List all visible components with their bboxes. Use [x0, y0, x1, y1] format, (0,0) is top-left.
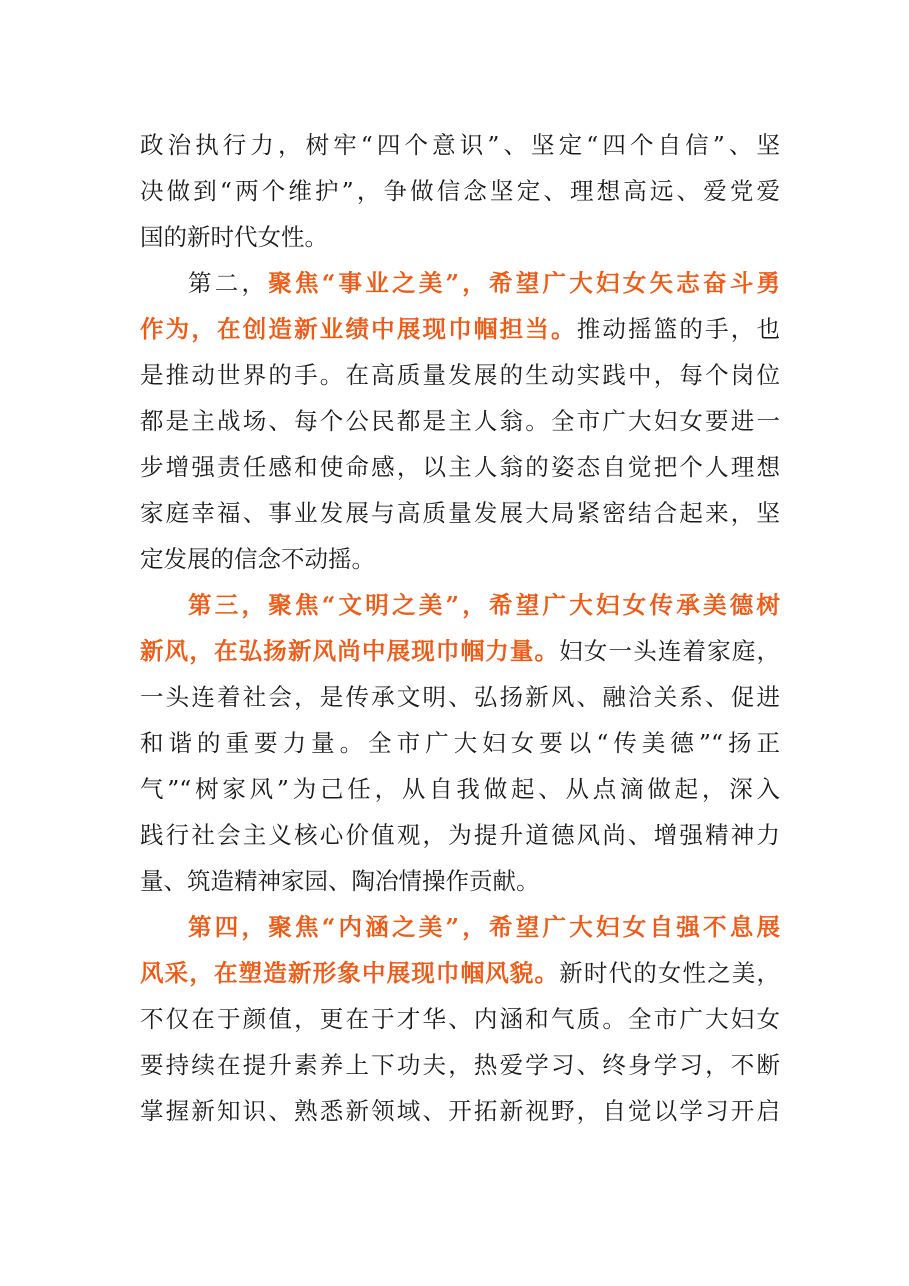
text-line [140, 582, 780, 628]
text-line: 步增强责任感和使命感，以主人翁的姿态自觉把个人理想 [140, 453, 780, 481]
highlighted-heading-text: 聚焦“事业之美”，希望广大妇女矢志奋斗勇 [268, 269, 780, 297]
text-line: 和谐的重要力量。全市广大妇女要以“传美德”“扬正 [140, 729, 780, 757]
text-line: 要持续在提升素养上下功夫，热爱学习、终身学习，不断 [140, 1051, 780, 1079]
text-line: 新风，在弘扬新风尚中展现巾帼力量。妇女一头连着家庭， [140, 637, 781, 665]
text-line: 定发展的信念不动摇。 [140, 545, 375, 573]
highlighted-heading-text: 新风，在弘扬新风尚中展现巾帼力量。 [140, 637, 560, 665]
highlighted-heading-text: 风采，在塑造新形象中展现巾帼风貌。 [140, 959, 560, 987]
text-line: 不仅在于颜值，更在于才华、内涵和气质。全市广大妇女 [140, 1005, 780, 1033]
text-line: 风采，在塑造新形象中展现巾帼风貌。新时代的女性之美， [140, 959, 781, 987]
text-line: 掌握新知识、熟悉新领域、开拓新视野，自觉以学习开启 [140, 1097, 780, 1125]
document-body-text [140, 122, 780, 1134]
text-line: 一头连着社会，是传承文明、弘扬新风、融洽关系、促进 [140, 683, 780, 711]
text-line: 量、筑造精神家园、陶冶情操作贡献。 [140, 867, 540, 895]
text-line: 作为，在创造新业绩中展现巾帼担当。推动摇篮的手，也 [140, 315, 780, 343]
text-line: 政治执行力，树牢“四个意识”、坚定“四个自信”、坚 [140, 131, 780, 159]
highlighted-heading-text: 第三，聚焦“文明之美”，希望广大妇女传承美德树 [188, 591, 780, 619]
text-line: 第二，聚焦“事业之美”，希望广大妇女矢志奋斗勇 [188, 269, 780, 297]
text-line: 家庭幸福、事业发展与高质量发展大局紧密结合起来，坚 [140, 499, 780, 527]
text-line: 是推动世界的手。在高质量发展的生动实践中，每个岗位 [140, 361, 780, 389]
text-line: 都是主战场、每个公民都是主人翁。全市广大妇女要进一 [140, 407, 780, 435]
highlighted-heading-text: 第四，聚焦“内涵之美”，希望广大妇女自强不息展 [188, 913, 780, 941]
text-line: 国的新时代女性。 [140, 223, 328, 251]
text-line: 决做到“两个维护”，争做信念坚定、理想高远、爱党爱 [140, 177, 780, 205]
highlighted-heading-text: 作为，在创造新业绩中展现巾帼担当。 [140, 315, 577, 343]
text-line: 践行社会主义核心价值观，为提升道德风尚、增强精神力 [140, 821, 780, 849]
text-line: 气”“树家风”为己任，从自我做起、从点滴做起，深入 [140, 775, 780, 803]
text-line [140, 904, 780, 950]
